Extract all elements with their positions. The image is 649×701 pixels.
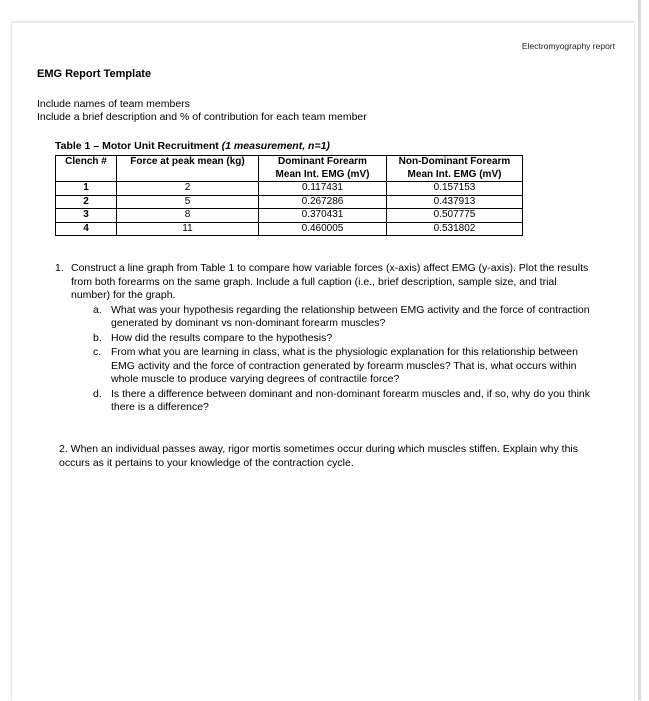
table-header-row	[56, 156, 523, 182]
motor-unit-table	[55, 155, 523, 236]
question-1	[55, 262, 595, 415]
cell-nondominant: 0.531802	[387, 222, 523, 236]
header-nondominant	[387, 156, 523, 182]
page-edge	[638, 0, 641, 700]
page-title: EMG Report Template	[37, 68, 152, 80]
table-row	[56, 222, 523, 236]
header-dominant-line1: Dominant Forearm	[278, 156, 367, 167]
header-dominant	[259, 156, 387, 182]
question-1d	[55, 388, 595, 415]
cell-clench: 4	[56, 222, 117, 236]
cell-nondominant: 0.157153	[387, 182, 523, 196]
cell-clench: 3	[56, 209, 117, 223]
cell-force: 2	[117, 182, 259, 196]
report-header: Electromyography report	[521, 41, 615, 51]
cell-dominant: 0.267286	[259, 195, 387, 209]
intro-line-contribution: Include a brief description and % of contribution for each team member	[37, 111, 367, 123]
table-row	[56, 195, 523, 209]
cell-force: 11	[117, 222, 259, 236]
question-1c-letter: c.	[93, 346, 102, 358]
question-1a-text: What was your hypothesis regarding the relationship between EMG activity and the force of contraction generated by dominant vs non-dominant forearm muscles?	[111, 303, 590, 329]
table-caption	[55, 140, 330, 152]
question-1c	[55, 346, 595, 387]
cell-dominant: 0.117431	[259, 182, 387, 196]
cell-dominant: 0.370431	[259, 209, 387, 223]
intro-line-team-members: Include names of team members	[37, 98, 190, 110]
cell-clench: 1	[56, 182, 117, 196]
table-row	[56, 182, 523, 196]
header-force: Force at peak mean (kg)	[117, 156, 259, 182]
question-1a	[55, 304, 595, 331]
question-1b-text: How did the results compare to the hypothesis?	[111, 331, 333, 344]
cell-clench: 2	[56, 195, 117, 209]
table-caption-note: (1 measurement, n=1)	[221, 140, 330, 152]
question-2: 2. When an individual passes away, rigor mortis sometimes occur during which muscles stiffen. Explain why this occurs as it pertains to your knowledge of the contraction cycle.	[59, 443, 578, 469]
cell-force: 8	[117, 209, 259, 223]
question-1-text: Construct a line graph from Table 1 to compare how variable forces (x-axis) affect EMG (y-axis). Plot the results from both forearms on the same graph. Include a full caption (i.e., brief description, sample size, and trial number) for the graph.	[71, 262, 589, 301]
cell-nondominant: 0.507775	[387, 209, 523, 223]
question-1c-text: From what you are learning in class, what is the physiologic explanation for this relationship between EMG activity and the force of contraction generated by forearm muscles? That is, what occurs within whole muscle to produce varying degrees of contractile force?	[111, 346, 578, 385]
header-dominant-line2: Mean Int. EMG (mV)	[275, 168, 370, 180]
header-nondominant-line2: Mean Int. EMG (mV)	[407, 168, 502, 180]
question-1a-letter: a.	[93, 303, 102, 316]
intro-instructions	[37, 98, 367, 124]
question-1d-text: Is there a difference between dominant and non-dominant forearm muscles and, if so, why do you think there is a difference?	[111, 387, 590, 413]
question-1b	[55, 332, 595, 346]
question-1-number: 1.	[55, 262, 64, 274]
cell-nondominant: 0.437913	[387, 195, 523, 209]
table-caption-title: Table 1 – Motor Unit Recruitment	[55, 140, 222, 152]
header-nondominant-line1: Non-Dominant Forearm	[398, 156, 511, 167]
cell-force: 5	[117, 195, 259, 209]
cell-dominant: 0.460005	[259, 222, 387, 236]
question-1b-letter: b.	[93, 331, 102, 344]
header-clench: Clench #	[56, 156, 117, 182]
table-row	[56, 209, 523, 223]
question-1d-letter: d.	[93, 387, 102, 400]
